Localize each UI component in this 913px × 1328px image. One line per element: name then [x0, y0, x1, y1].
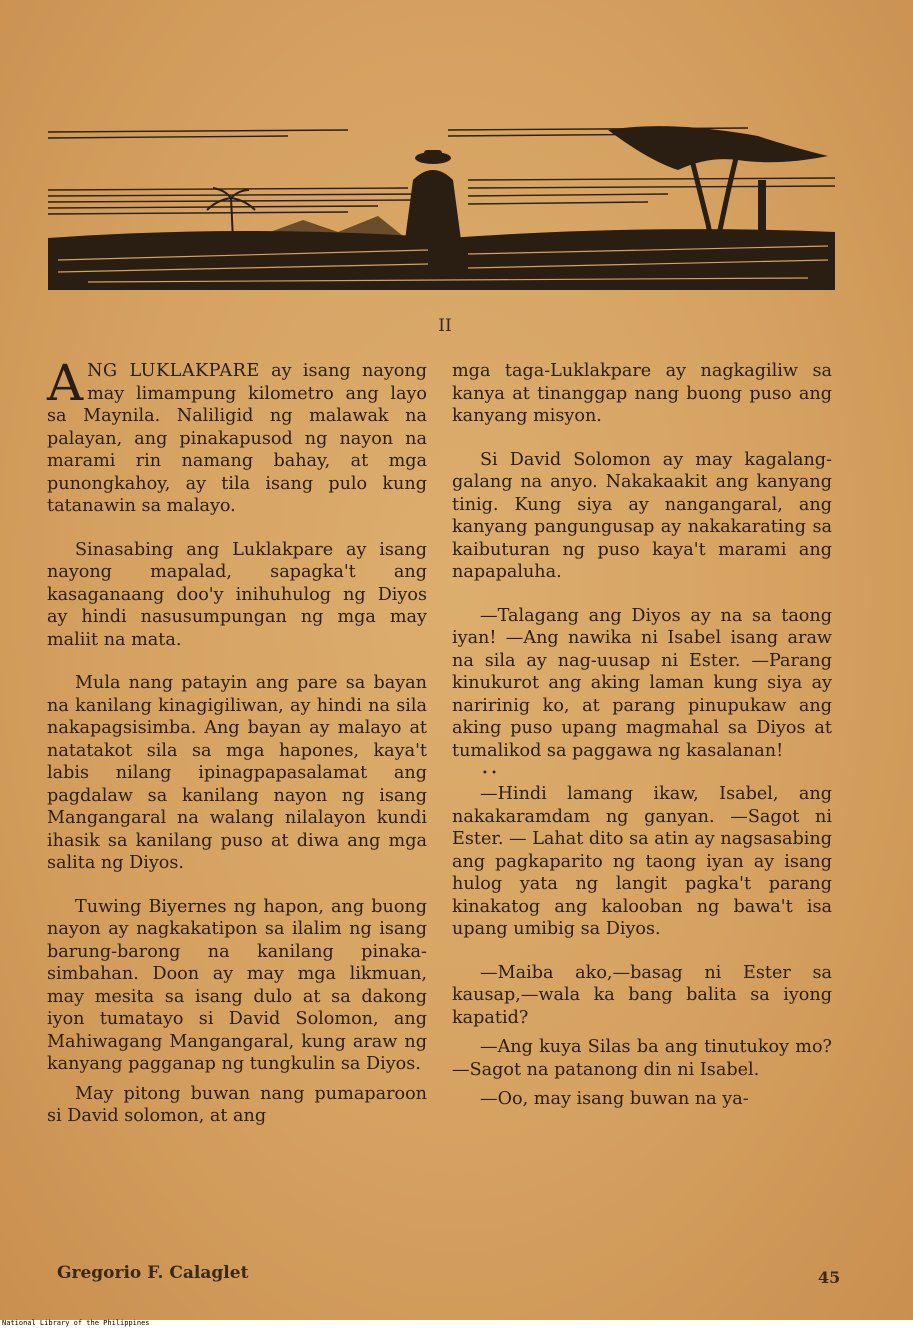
paragraph: Mula nang patayin ang pare sa bayan na kanilang kinagigiliwan, ay hindi na sila nakapagsisimba. Ang bayan ay malayo at natatakot sila sa mga hapones, kaya't labis nilang ipinagpapasalamat ang pagdalaw sa kanilang nayon ng isang Mangangaral na walang nilalayon kundi ihasik sa kanilang puso at diwa ang mga salita ng Diyos. [47, 673, 427, 873]
opening-paragraph [47, 354, 427, 518]
paragraph: —Hindi lamang ikaw, Isabel, ang nakakaramdam ng ganyan. —Sagot ni Ester. — Lahat dito sa atin ay nagsasabing ang pagkaparito ng taong iyan ay isang hulog yata ng langit pagka't parang kinakatog ang kalooban ng bawa't isa upang umibig sa Diyos. [452, 784, 832, 939]
opening-small-caps: NG LUKLAKPARE [87, 361, 260, 381]
paragraph: Si David Solomon ay may kagalang-galang na anyo. Nakakaakit ang kanyang tinig. Kung siya ay nangangaral, ang kanyang pangungusap ay nakakarating sa kaibuturan ng puso kaya't marami ang napapaluha. [452, 449, 832, 582]
landscape-illustration [48, 120, 835, 290]
paragraph: Tuwing Biyernes ng hapon, ang buong nayon ay nagkakatipon sa ilalim ng isang barung-barong na kanilang pinaka-simbahan. Doon ay may mga likmuan, may mesita sa isang dulo at sa dakong iyon tumatayo si David Solomon, ang Mahiwagang Mangangaral, kung araw ng kanyang pagganap ng tungkulin sa Diyos. [47, 896, 427, 1074]
page-number: 45 [818, 1268, 841, 1287]
paragraph: —Ang kuya Silas ba ang tinutukoy mo?—Sagot na patanong din ni Isabel. [452, 1037, 832, 1080]
paragraph: mga taga-Luklakpare ay nagkagiliw sa kanya at tinanggap nang buong puso ang kanyang misyon. [452, 361, 832, 426]
ornament-dots: • • [482, 768, 497, 779]
library-credit: National Library of the Philippines [2, 1319, 150, 1327]
paragraph: May pitong buwan nang pumaparoon si David solomon, at ang [47, 1083, 427, 1126]
author-byline: Gregorio F. Calaglet [57, 1263, 249, 1283]
paragraph: Sinasabing ang Luklakpare ay isang nayong mapalad, sapagka't ang kasaganaang doo'y inihuhulog ng Diyos ay hindi nasusumpungan ng mga may maliit na mata. [47, 539, 427, 650]
right-column [452, 360, 832, 1132]
paragraph: —Oo, may isang buwan na ya- [480, 1089, 749, 1109]
left-column [47, 354, 427, 1149]
paragraph: —Maiba ako,—basag ni Ester sa kausap,—wala ka bang balita sa iyong kapatid? [452, 962, 832, 1028]
paragraph: —Talagang ang Diyos ay na sa taong iyan! —Ang nawika ni Isabel isang araw na sila ay nag-uusap ni Ester. —Parang kinukurot ang aking laman kung siya ay naririnig ko, at parang pinupukaw ang aking puso upang magmahal sa Diyos at tumalikod sa paggawa ng kasalanan! [452, 605, 832, 761]
drop-cap: A [47, 354, 84, 412]
opening-paragraph-text: ay isang nayong may limampung kilometro ang layo sa Maynila. Naliligid ng malawak na palayan, ang pinakapusod ng nayon na marami rin namang bahay, at mga punongkahoy, ay tila isang pulo kung tatanawin sa malayo. [47, 361, 427, 516]
section-number: II [438, 316, 452, 336]
